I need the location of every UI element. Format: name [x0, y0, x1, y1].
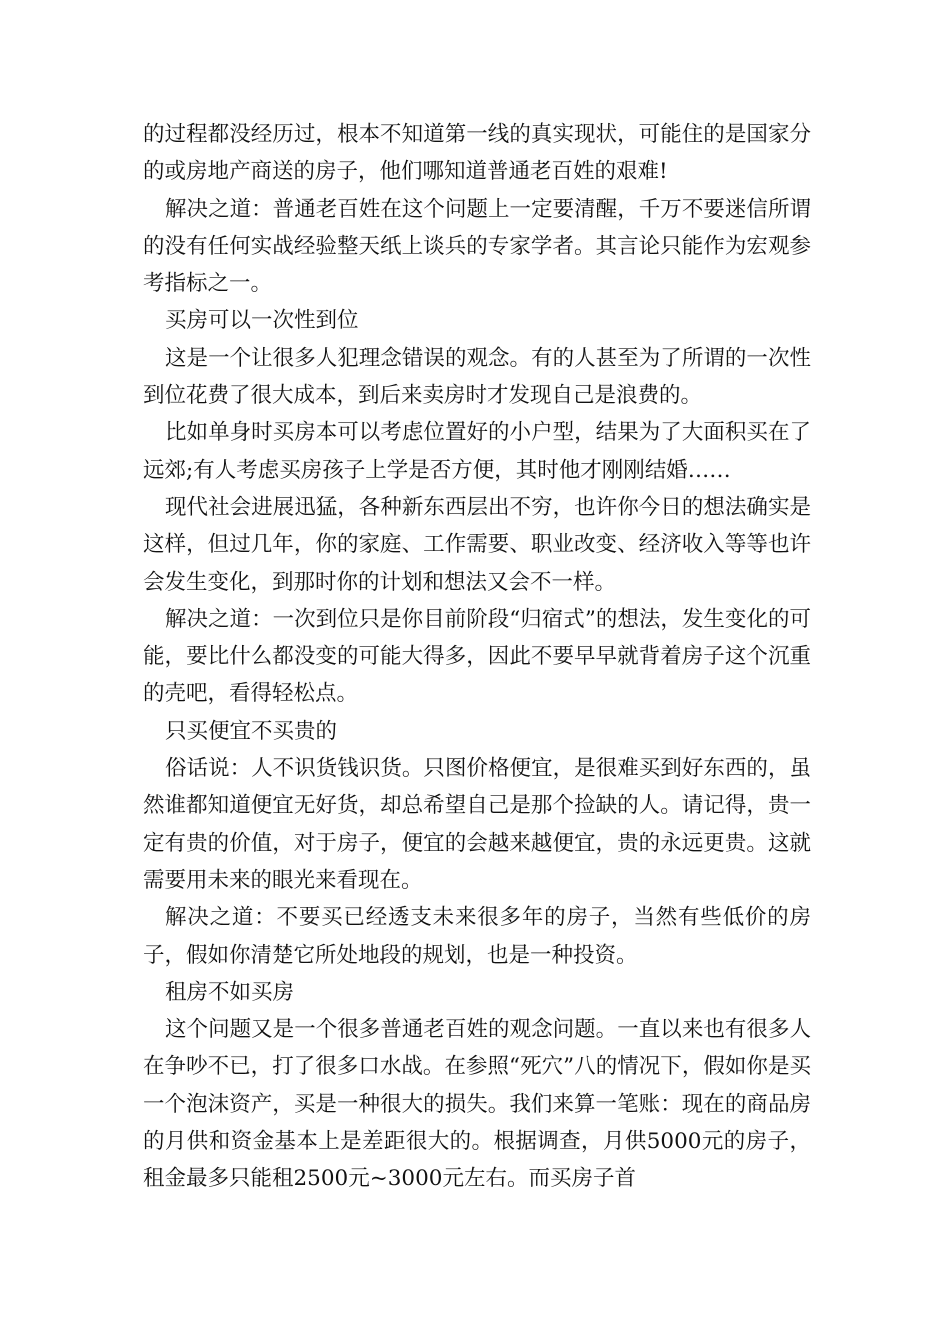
paragraph-9: 这个问题又是一个很多普通老百姓的观念问题。一直以来也有很多人在争吵不已，打了很多口水战。在参照“死穴”八的情况下，假如你是买一个泡沫资产，买是一种很大的损失。我们来算一笔账：现在的商品房的月供和资金基本上是差距很大的。根据调查，月供5000元的房子，租金最多只能租2500元~3000元左右。而买房子首 — [143, 1017, 811, 1192]
section-heading-1: 买房可以一次性到位 — [165, 308, 359, 334]
paragraph-2: 解决之道：普通老百姓在这个问题上一定要清醒，千万不要迷信所谓的没有任何实战经验整天纸上谈兵的专家学者。其言论只能作为宏观参考指标之一。 — [143, 196, 811, 297]
paragraph-5: 现代社会进展迅猛，各种新东西层出不穷，也许你今日的想法确实是这样，但过几年，你的家庭、工作需要、职业改变、经济收入等等也许会发生变化，到那时你的计划和想法又会不一样。 — [143, 494, 811, 595]
paragraph-8: 解决之道：不要买已经透支未来很多年的房子，当然有些低价的房子，假如你清楚它所处地段的规划，也是一种投资。 — [143, 905, 811, 968]
paragraph-4: 比如单身时买房本可以考虑位置好的小户型，结果为了大面积买在了远郊;有人考虑买房孩子上学是否方便，其时他才刚刚结婚…… — [143, 420, 811, 483]
document-body — [143, 116, 811, 1198]
paragraph-3: 这是一个让很多人犯理念错误的观念。有的人甚至为了所谓的一次性到位花费了很大成本，到后来卖房时才发现自己是浪费的。 — [143, 345, 811, 409]
section-heading-2: 只买便宜不买贵的 — [165, 718, 338, 744]
paragraph-6: 解决之道：一次到位只是你目前阶段“归宿式”的想法，发生变化的可能，要比什么都没变的可能大得多，因此不要早早就背着房子这个沉重的壳吧，看得轻松点。 — [143, 606, 811, 707]
section-heading-3: 租房不如买房 — [165, 979, 295, 1005]
paragraph-7: 俗话说：人不识货钱识货。只图价格便宜，是很难买到好东西的，虽然谁都知道便宜无好货，却总希望自己是那个捡缺的人。请记得，贵一定有贵的价值，对于房子，便宜的会越来越便宜，贵的永远更贵。这就需要用未来的眼光来看现在。 — [143, 756, 811, 893]
paragraph-1: 的过程都没经历过，根本不知道第一线的真实现状，可能住的是国家分的或房地产商送的房子，他们哪知道普通老百姓的艰难! — [143, 122, 811, 185]
